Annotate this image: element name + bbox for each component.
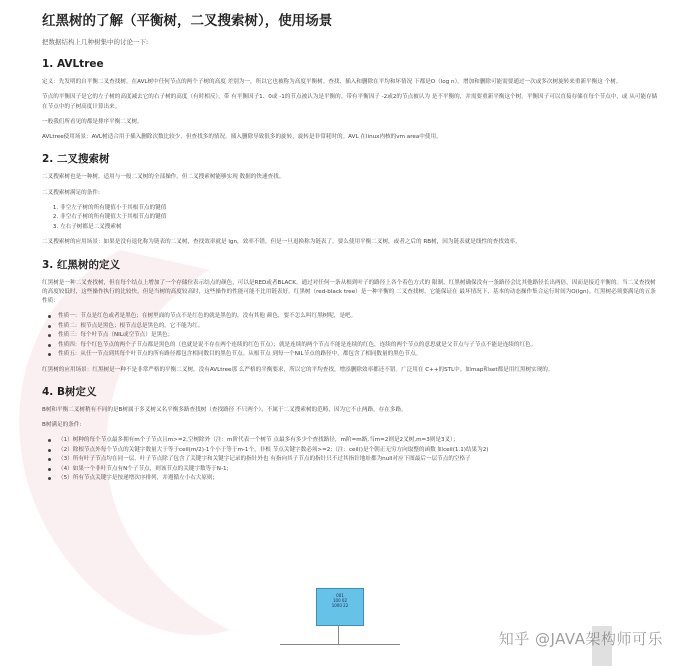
- list-item: 性质四：每个红色节点的两个子节点都是黑色的（也就是说不存在两个连续的红色节点）；就是连续的两个节点不能是连续的红色，连续的两个节点的意思就是父节点与子节点不能是连续的红色。: [58, 341, 660, 350]
- bst-conditions-list: [42, 204, 660, 232]
- bst-usage: 二叉搜索树的应用场景：如果是没有退化称为链表的二叉树，查找效率就是 lgn，效率不错，但是一旦退换称为链表了，要么使用平衡二叉树，或者之后的 RB树，因为链表就是线性的查找效率。: [42, 239, 521, 246]
- list-item: （4）如果一个非叶节点有N个子节点，则该节点的关键字数等于N-1;: [58, 465, 660, 474]
- list-item: （3）所有叶子节点均在同一层、叶子节点除了包含了关键字和关键字记录的指针外也 有指向其子节点的指针只不过其指针地址都为null对应下图最后一层节点的空格子: [58, 455, 660, 464]
- list-item: （1）树种的每个节点最多拥有m个子节点且m>=2,空树除外（注：m阶代表一个树节 点最多有多少个查找路径，m阶=m路,当m=2则是2叉树,m=3则是3叉）；: [58, 436, 660, 445]
- figure-connector: [338, 625, 339, 645]
- avl-definition: 定义：先发明的自平衡二叉查找树。在AVL树中任何节点的两个子树的高度 差别为一，所以它也被称为高度平衡树。查找、插入和删除在平均和坏情况 下都是O（log n）。增加和删除可能需要通过一次或多次树旋转来重新平衡这 个树。: [42, 79, 622, 85]
- btree-conditions-list: [42, 436, 660, 483]
- bst-definition: 二叉搜索树也是一种树，适用与一般二叉树的全部操作，但二叉搜索树能够实现 数据的快速查找。: [42, 174, 285, 181]
- section-heading-btree: 4. B树定义: [42, 385, 97, 398]
- bst-conditions-label: 二叉搜索树满足的条件:: [42, 189, 100, 196]
- list-item: 性质一：节点是红色或者是黑色；在树里面的节点不是红色的就是黑色的，没有其他 颜色，要不怎么叫红黑树呢，是吧。: [58, 312, 660, 321]
- list-item: 性质五：从任一节点到其每个叶节点的所有路径都包含相同数目的黑色节点。从根节点 到每一个NIL节点的路径中，都包含了相同数量的黑色节点。: [58, 350, 660, 359]
- rbt-definition: 红黑树是一种二叉查找树，但在每个结点上增加了一个存储位表示结点的颜色，可以是RED或者BLACK。通过对任何一条从根到叶子的路径上各个着色方式的 限制，红黑树确保没有一条路径会比其他路径长出两倍，因而是接近平衡的。当二叉查找树的高度较低时，这些操作执行的比较快，但是当树的高度较高时，这些操作的性能可能不比用链表好。红黑树（red-black tree）是一种平衡的 二叉查找树，它能保证在 最坏情况下，基本的动态操作集合运行时间为O(lgn)。红黑树必须要满足的五条性质：: [42, 279, 656, 305]
- btree-conditions-label: B树满足的条件:: [42, 422, 82, 429]
- intro-text: 把数据结构上几种树集中的讨论一下:: [42, 38, 149, 46]
- list-item: 2. 非空右子树的所有键值大于其根节点的键值: [60, 213, 660, 222]
- zhihu-watermark: 知乎 @JAVA架构师可乐: [498, 630, 663, 648]
- figure-label: 100 02: [333, 598, 347, 603]
- list-item: 1. 非空左子树的所有键值小于其根节点的键值: [60, 204, 660, 213]
- list-item: （2）除根节点外每个节点的关键字数量大于等于ceil(m/2)-1个小于等于m-1个，非根 节点关键字数必须>=2;（注：ceil()是个朝正无穷方向取整的函数 如ceil(1.1)结果为2): [58, 446, 660, 455]
- figure-connector: [280, 644, 400, 645]
- rbt-properties-list: [42, 312, 660, 359]
- btree-root-node-figure: [316, 588, 364, 626]
- section-heading-rbt: 3. 红黑树的定义: [42, 258, 120, 271]
- avl-usage: AVLtree使用场景：AVL树适合用于插入删除次数比较少，但查找多的情况。插入删除导致很多的旋转，旋转是非常耗时的。AVL 在linux内核的vm area中使用。: [42, 134, 442, 141]
- section-heading-avl: 1. AVLtree: [42, 58, 104, 70]
- page-title: 红黑树的了解（平衡树，二叉搜索树），使用场景: [42, 13, 333, 29]
- figure-label: 1000 22: [331, 603, 349, 608]
- rbt-usage: 红黑树的应用场景：红黑树是一种不是非常严格的平衡二叉树，没有AVLtree那 么严格的平衡要求，所以它的平均查找，增添删除效率都还不错。广泛用在 C++的STL中。如map和set都是用红黑树实现的。: [42, 366, 554, 373]
- list-item: （5）所有节点关键字是按递增次序排列，并遵循左小右大原则;: [58, 474, 660, 483]
- list-item: 性质二：根节点是黑色；根节点总是黑色的。它不能为红。: [58, 322, 660, 331]
- figure-label: 001: [336, 593, 344, 598]
- avl-balance-factor: 节点的平衡因子是它的左子树的高度减去它的右子树的高度（有时相反）。带 有平衡因子1、0或 -1的节点被认为是平衡的。带有平衡因子 -2或2的节点被认为 是不平衡的，并需要重新平衡这个树。平衡因子可以直接存储在每个节点中，或 从可能存储在节点中的子树高度计算出来。: [42, 94, 658, 110]
- avl-note: 一般我们所看见的都是排序平衡二叉树。: [42, 118, 143, 125]
- article-content: [42, 12, 660, 489]
- list-item: 3. 左右子树都是二叉搜索树: [60, 223, 660, 232]
- list-item: 性质三：每个叶节点（NIL或空节点）是黑色；: [58, 331, 660, 340]
- section-heading-bst: 2. 二叉搜索树: [42, 153, 110, 166]
- btree-definition: B树和平衡二叉树稍有不同的是B树属于多叉树又名平衡多路查找树（查找路径 不只两个），不属于二叉搜索树的范畴，因为它不止两路，存在多路。: [42, 406, 407, 413]
